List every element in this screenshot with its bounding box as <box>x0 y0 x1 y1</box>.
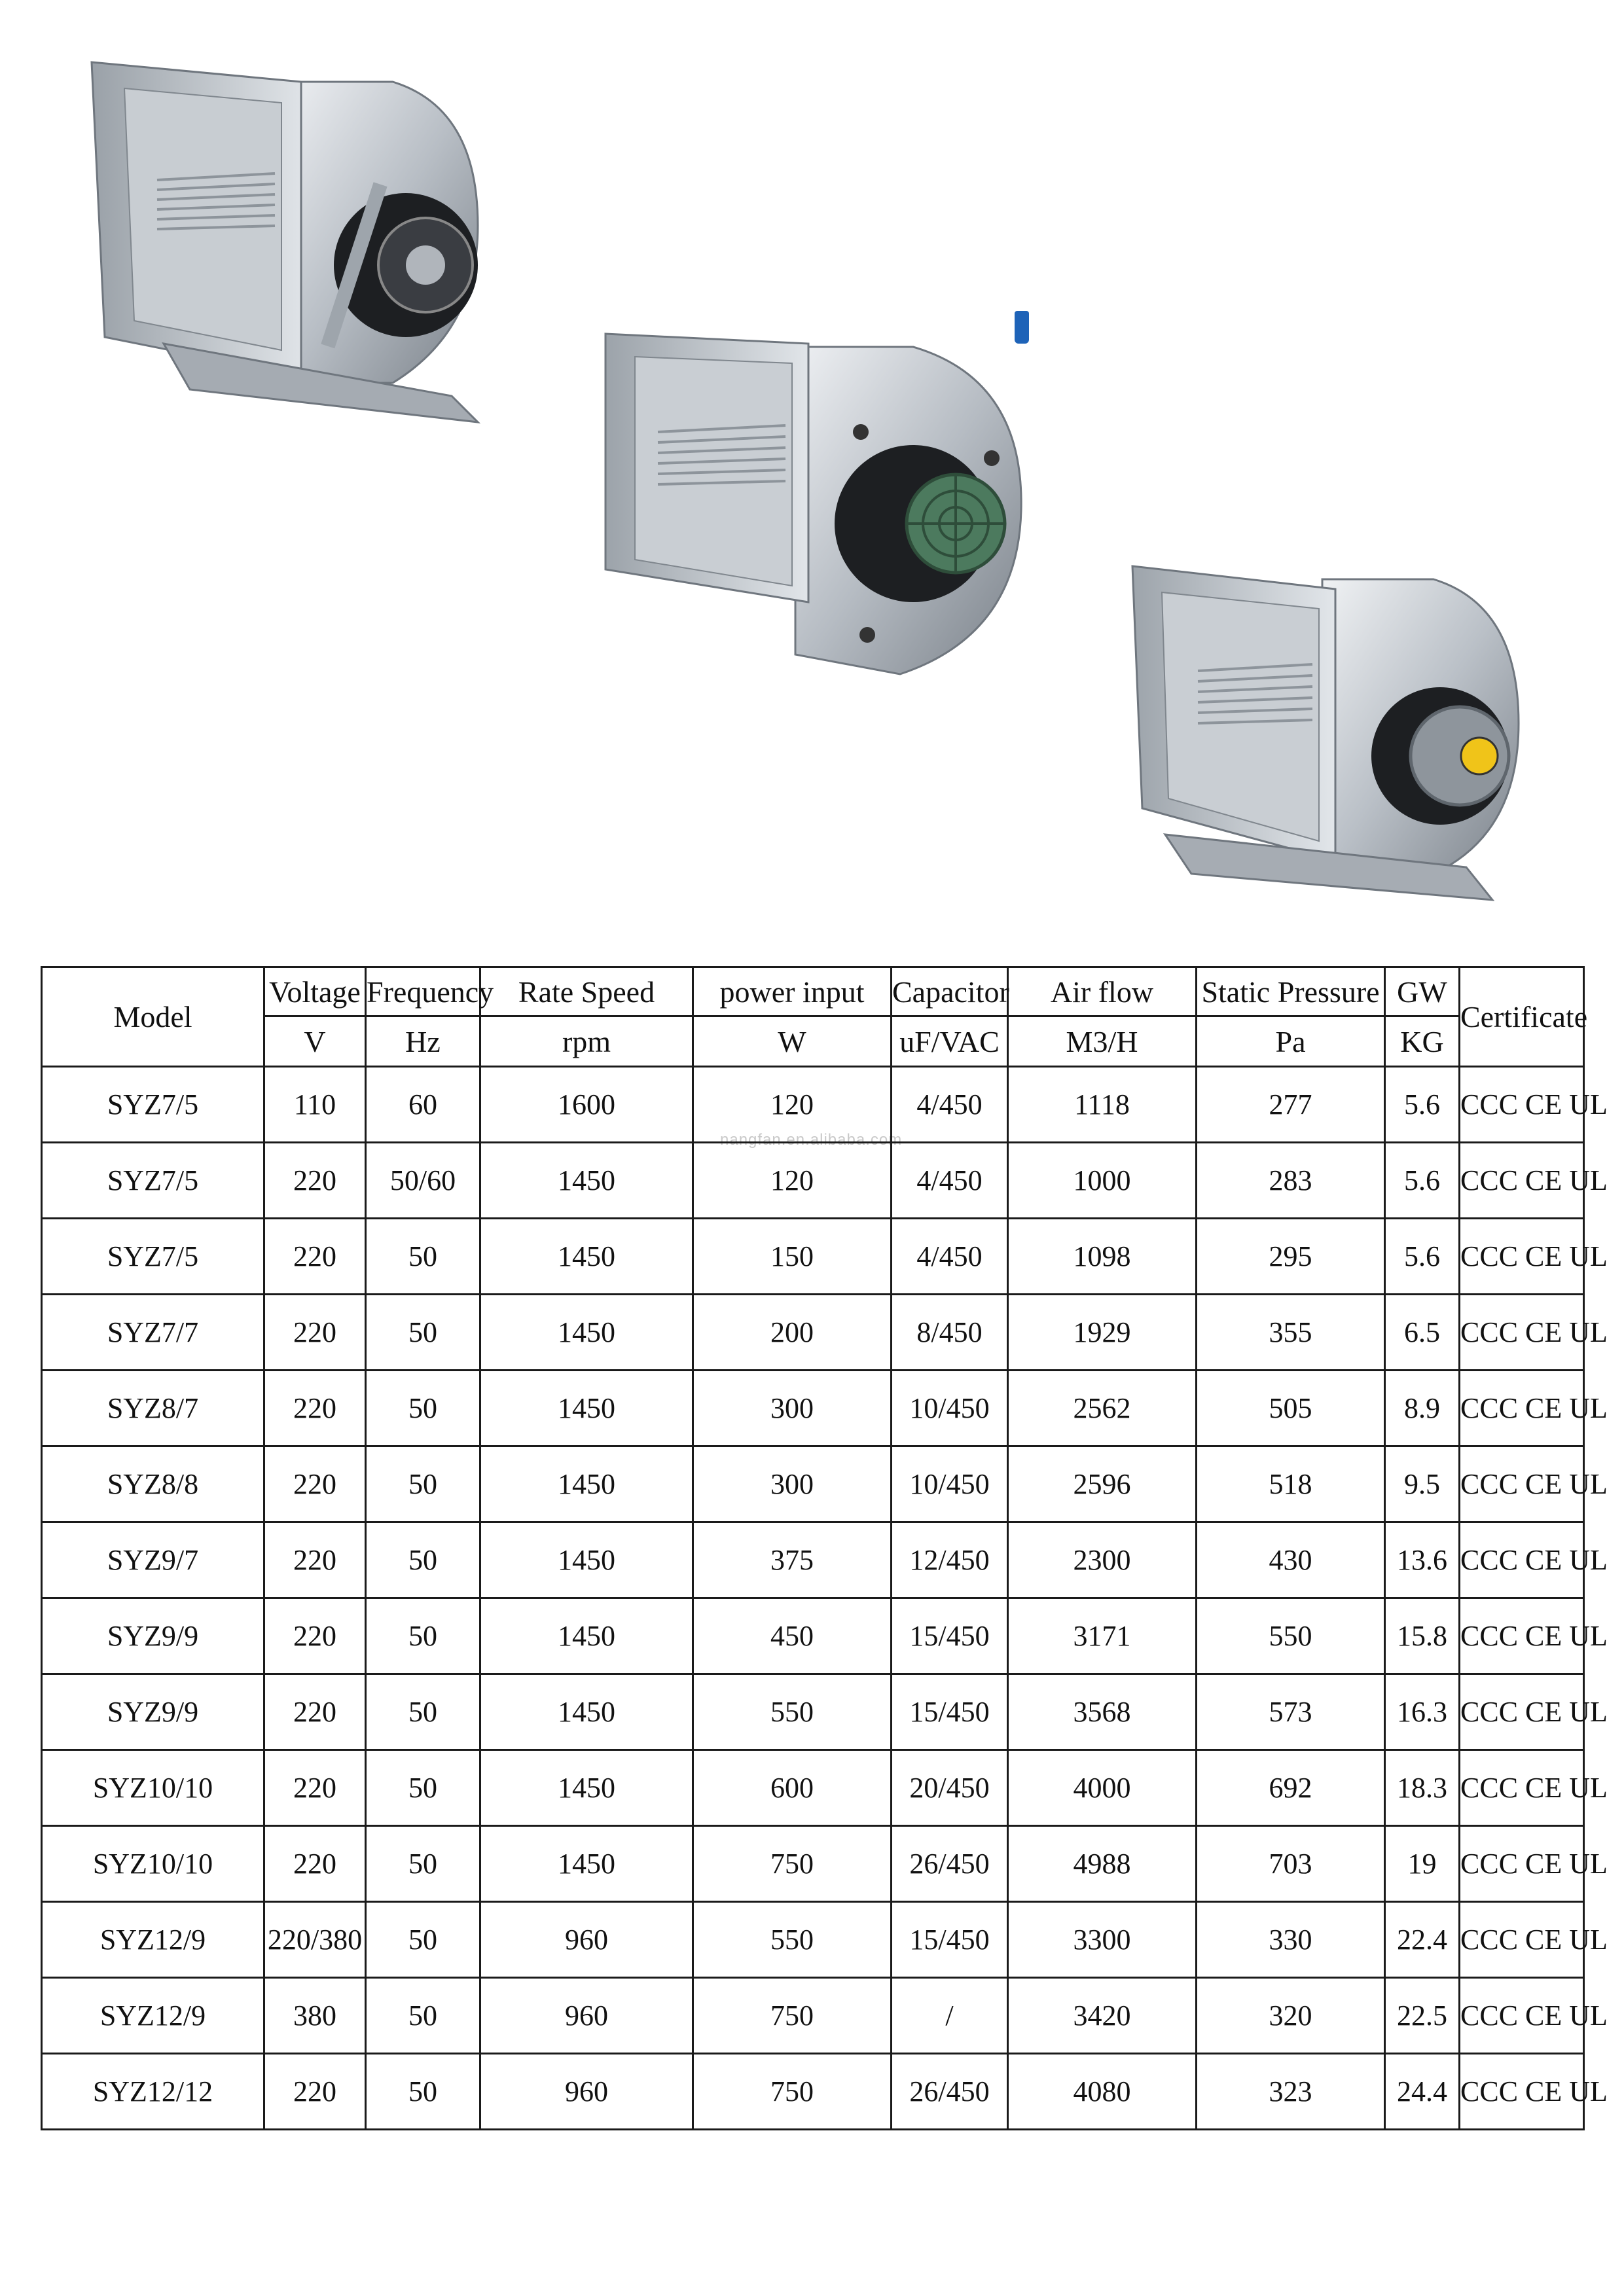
cell-frequency: 50 <box>366 1750 480 1826</box>
cell-model: SYZ7/5 <box>42 1143 264 1219</box>
fan-product-photo-3 <box>1126 560 1532 926</box>
cell-power-input: 550 <box>693 1674 892 1750</box>
cell-certificate: CCC CE UL <box>1460 1295 1584 1371</box>
cell-model: SYZ9/7 <box>42 1522 264 1598</box>
cell-static-pressure: 692 <box>1197 1750 1385 1826</box>
unit-power-input: W <box>693 1016 892 1067</box>
cell-air-flow: 1929 <box>1008 1295 1197 1371</box>
cell-static-pressure: 277 <box>1197 1067 1385 1143</box>
cell-model: SYZ12/12 <box>42 2054 264 2130</box>
cell-model: SYZ7/5 <box>42 1219 264 1295</box>
cell-model: SYZ8/8 <box>42 1446 264 1522</box>
unit-capacitor: uF/VAC <box>892 1016 1008 1067</box>
cell-gw: 18.3 <box>1385 1750 1460 1826</box>
cell-power-input: 300 <box>693 1371 892 1446</box>
header-gw: GW <box>1385 967 1460 1016</box>
cell-voltage: 220 <box>264 1522 366 1598</box>
cell-voltage: 220 <box>264 1750 366 1826</box>
cell-certificate: CCC CE UL <box>1460 1978 1584 2054</box>
unit-frequency: Hz <box>366 1016 480 1067</box>
cell-model: SYZ10/10 <box>42 1750 264 1826</box>
cell-capacitor: 15/450 <box>892 1902 1008 1978</box>
cell-voltage: 220 <box>264 1295 366 1371</box>
cell-frequency: 50 <box>366 2054 480 2130</box>
cell-static-pressure: 355 <box>1197 1295 1385 1371</box>
table-row <box>42 1067 1584 1143</box>
cell-certificate: CCC CE UL <box>1460 1522 1584 1598</box>
header-frequency: Frequency <box>366 967 480 1016</box>
cell-gw: 16.3 <box>1385 1674 1460 1750</box>
cell-air-flow: 3568 <box>1008 1674 1197 1750</box>
cell-static-pressure: 330 <box>1197 1902 1385 1978</box>
cell-frequency: 50 <box>366 1295 480 1371</box>
cell-certificate: CCC CE UL <box>1460 1371 1584 1446</box>
cell-static-pressure: 518 <box>1197 1446 1385 1522</box>
cell-air-flow: 3420 <box>1008 1978 1197 2054</box>
cell-air-flow: 3300 <box>1008 1902 1197 1978</box>
cell-frequency: 50 <box>366 1674 480 1750</box>
cell-model: SYZ7/5 <box>42 1067 264 1143</box>
cell-power-input: 750 <box>693 2054 892 2130</box>
cell-air-flow: 1118 <box>1008 1067 1197 1143</box>
cell-certificate: CCC CE UL <box>1460 1750 1584 1826</box>
header-capacitor: Capacitor <box>892 967 1008 1016</box>
cell-static-pressure: 573 <box>1197 1674 1385 1750</box>
cell-gw: 22.4 <box>1385 1902 1460 1978</box>
unit-static-pressure: Pa <box>1197 1016 1385 1067</box>
header-power-input: power input <box>693 967 892 1016</box>
spec-table-body <box>42 1067 1608 2130</box>
cell-capacitor: 8/450 <box>892 1295 1008 1371</box>
cell-certificate: CCC CE UL <box>1460 1826 1584 1902</box>
unit-rate-speed: rpm <box>480 1016 693 1067</box>
table-row <box>42 1295 1584 1371</box>
cell-static-pressure: 320 <box>1197 1978 1385 2054</box>
table-row <box>42 1674 1584 1750</box>
header-certificate: Certificate <box>1460 967 1584 1067</box>
cell-frequency: 60 <box>366 1067 480 1143</box>
cell-certificate: CCC CE UL <box>1460 1219 1584 1295</box>
cell-voltage: 220 <box>264 1826 366 1902</box>
cell-air-flow: 3171 <box>1008 1598 1197 1674</box>
table-row <box>42 1446 1584 1522</box>
cell-power-input: 120 <box>693 1143 892 1219</box>
cell-rate-speed: 1450 <box>480 1219 693 1295</box>
cell-power-input: 750 <box>693 1826 892 1902</box>
cell-static-pressure: 550 <box>1197 1598 1385 1674</box>
table-row <box>42 1143 1584 1219</box>
cell-frequency: 50 <box>366 1978 480 2054</box>
cell-gw: 22.5 <box>1385 1978 1460 2054</box>
cell-certificate: CCC CE UL <box>1460 1674 1584 1750</box>
cell-power-input: 300 <box>693 1446 892 1522</box>
cell-rate-speed: 960 <box>480 2054 693 2130</box>
cell-capacitor: 26/450 <box>892 2054 1008 2130</box>
unit-voltage: V <box>264 1016 366 1067</box>
cell-rate-speed: 1450 <box>480 1371 693 1446</box>
cell-voltage: 220 <box>264 1674 366 1750</box>
cell-rate-speed: 1450 <box>480 1750 693 1826</box>
blue-mark <box>1015 311 1029 344</box>
cell-rate-speed: 1450 <box>480 1295 693 1371</box>
cell-certificate: CCC CE UL <box>1460 1143 1584 1219</box>
cell-voltage: 380 <box>264 1978 366 2054</box>
table-row <box>42 1219 1584 1295</box>
cell-gw: 9.5 <box>1385 1446 1460 1522</box>
cell-certificate: CCC CE UL <box>1460 1446 1584 1522</box>
table-row <box>42 1750 1584 1826</box>
cell-rate-speed: 1450 <box>480 1598 693 1674</box>
spec-table <box>41 966 1608 2130</box>
cell-power-input: 600 <box>693 1750 892 1826</box>
unit-air-flow: M3/H <box>1008 1016 1197 1067</box>
cell-gw: 5.6 <box>1385 1143 1460 1219</box>
cell-rate-speed: 1450 <box>480 1826 693 1902</box>
table-row <box>42 1978 1584 2054</box>
cell-air-flow: 1000 <box>1008 1143 1197 1219</box>
cell-capacitor: 10/450 <box>892 1371 1008 1446</box>
cell-frequency: 50 <box>366 1826 480 1902</box>
cell-capacitor: 4/450 <box>892 1219 1008 1295</box>
header-air-flow: Air flow <box>1008 967 1197 1016</box>
cell-frequency: 50 <box>366 1522 480 1598</box>
watermark: nangfan.en.alibaba.com <box>720 1131 903 1149</box>
cell-frequency: 50 <box>366 1371 480 1446</box>
cell-air-flow: 2562 <box>1008 1371 1197 1446</box>
cell-frequency: 50 <box>366 1598 480 1674</box>
cell-capacitor: 12/450 <box>892 1522 1008 1598</box>
cell-frequency: 50/60 <box>366 1143 480 1219</box>
cell-power-input: 450 <box>693 1598 892 1674</box>
cell-air-flow: 1098 <box>1008 1219 1197 1295</box>
table-row <box>42 2054 1584 2130</box>
cell-voltage: 220 <box>264 1219 366 1295</box>
cell-static-pressure: 323 <box>1197 2054 1385 2130</box>
cell-certificate: CCC CE UL <box>1460 1067 1584 1143</box>
cell-frequency: 50 <box>366 1446 480 1522</box>
table-row <box>42 1371 1584 1446</box>
cell-model: SYZ8/7 <box>42 1371 264 1446</box>
cell-air-flow: 2596 <box>1008 1446 1197 1522</box>
cell-static-pressure: 295 <box>1197 1219 1385 1295</box>
cell-frequency: 50 <box>366 1902 480 1978</box>
header-voltage: Voltage <box>264 967 366 1016</box>
cell-gw: 24.4 <box>1385 2054 1460 2130</box>
cell-model: SYZ10/10 <box>42 1826 264 1902</box>
cell-rate-speed: 960 <box>480 1902 693 1978</box>
fan-product-photo-1 <box>85 56 491 442</box>
cell-frequency: 50 <box>366 1219 480 1295</box>
cell-static-pressure: 283 <box>1197 1143 1385 1219</box>
cell-capacitor: 15/450 <box>892 1674 1008 1750</box>
cell-rate-speed: 1450 <box>480 1522 693 1598</box>
cell-power-input: 550 <box>693 1902 892 1978</box>
unit-gw: KG <box>1385 1016 1460 1067</box>
cell-power-input: 375 <box>693 1522 892 1598</box>
cell-gw: 15.8 <box>1385 1598 1460 1674</box>
cell-air-flow: 4080 <box>1008 2054 1197 2130</box>
cell-voltage: 220 <box>264 1371 366 1446</box>
cell-voltage: 220 <box>264 1598 366 1674</box>
table-row <box>42 1902 1584 1978</box>
table-row <box>42 1598 1584 1674</box>
header-model: Model <box>42 967 264 1067</box>
cell-static-pressure: 430 <box>1197 1522 1385 1598</box>
cell-capacitor: 20/450 <box>892 1750 1008 1826</box>
cell-gw: 19 <box>1385 1826 1460 1902</box>
cell-capacitor: 4/450 <box>892 1067 1008 1143</box>
cell-model: SYZ12/9 <box>42 1978 264 2054</box>
header-static-pressure: Static Pressure <box>1197 967 1385 1016</box>
cell-power-input: 120 <box>693 1067 892 1143</box>
cell-capacitor: 10/450 <box>892 1446 1008 1522</box>
cell-voltage: 220 <box>264 1446 366 1522</box>
table-row <box>42 1826 1584 1902</box>
cell-rate-speed: 1450 <box>480 1143 693 1219</box>
cell-static-pressure: 505 <box>1197 1371 1385 1446</box>
cell-gw: 5.6 <box>1385 1067 1460 1143</box>
cell-air-flow: 4000 <box>1008 1750 1197 1826</box>
cell-air-flow: 2300 <box>1008 1522 1197 1598</box>
cell-rate-speed: 960 <box>480 1978 693 2054</box>
cell-air-flow: 4988 <box>1008 1826 1197 1902</box>
fan-product-photo-2 <box>599 327 1031 681</box>
cell-gw: 8.9 <box>1385 1371 1460 1446</box>
cell-gw: 5.6 <box>1385 1219 1460 1295</box>
cell-capacitor: 15/450 <box>892 1598 1008 1674</box>
cell-certificate: CCC CE UL <box>1460 1598 1584 1674</box>
cell-voltage: 110 <box>264 1067 366 1143</box>
cell-certificate: CCC CE UL <box>1460 1902 1584 1978</box>
cell-power-input: 150 <box>693 1219 892 1295</box>
cell-model: SYZ9/9 <box>42 1598 264 1674</box>
cell-voltage: 220 <box>264 1143 366 1219</box>
cell-model: SYZ7/7 <box>42 1295 264 1371</box>
cell-capacitor: 26/450 <box>892 1826 1008 1902</box>
table-row <box>42 1522 1584 1598</box>
cell-rate-speed: 1450 <box>480 1674 693 1750</box>
cell-capacitor: / <box>892 1978 1008 2054</box>
cell-rate-speed: 1600 <box>480 1067 693 1143</box>
cell-capacitor: 4/450 <box>892 1143 1008 1219</box>
cell-static-pressure: 703 <box>1197 1826 1385 1902</box>
cell-model: SYZ12/9 <box>42 1902 264 1978</box>
cell-rate-speed: 1450 <box>480 1446 693 1522</box>
header-rate-speed: Rate Speed <box>480 967 693 1016</box>
cell-model: SYZ9/9 <box>42 1674 264 1750</box>
cell-certificate: CCC CE UL <box>1460 2054 1584 2130</box>
cell-gw: 13.6 <box>1385 1522 1460 1598</box>
cell-power-input: 750 <box>693 1978 892 2054</box>
cell-gw: 6.5 <box>1385 1295 1460 1371</box>
cell-voltage: 220 <box>264 2054 366 2130</box>
cell-voltage: 220/380 <box>264 1902 366 1978</box>
cell-power-input: 200 <box>693 1295 892 1371</box>
